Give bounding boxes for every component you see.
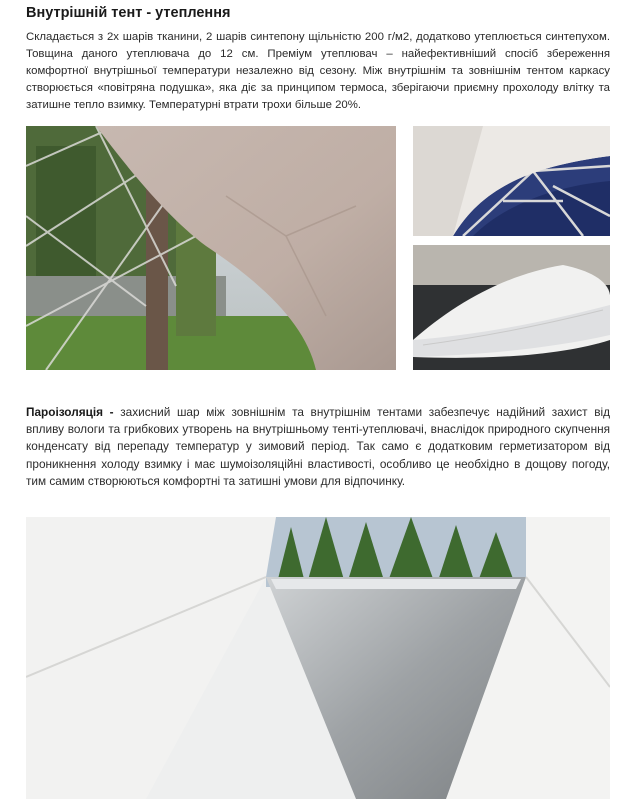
inner-tent-description: Складається з 2х шарів тканини, 2 шарів синтепону щільністю 200 г/м2, додатково утеплюється синтепухом. Товщина даного утеплювача до 12 см. Преміум утеплювач – найефективніший спосіб збереження комфортної внутрішньої температури незалежно від сезону. Між внутрішнім та зовнішнім тентом каркасу створюється «повітряна подушка», яка діє за принципом термоса, зберігаючи приємну прохолоду влітку та затишне тепло взимку. Температурні втрати трохи більше 20%.	[26, 31, 610, 111]
dome-inner-tent-photo	[26, 126, 396, 370]
vapor-barrier-term: Пароізоляція -	[26, 405, 114, 419]
dome-window-interior-photo	[413, 126, 610, 236]
section-title-inner-tent: Внутрішній тент - утеплення	[26, 5, 231, 21]
vapor-barrier-photo	[26, 517, 610, 799]
vapor-barrier-text: захисний шар між зовнішнім та внутрішнім тентами забезпечує надійний захист від впливу вологи та грибкових утворень на внутрішньому тенті-утеплювачі, внаслідок природного скупчення конденсату від перепаду температур у зимовий період. Так само є додатковим герметизатором від проникнення холоду взимку і має шумоізоляційні властивості, особливо це необхідно в дощову погоду, тим самим створюються комфортні та затишні умови для відпочинку.	[26, 405, 610, 488]
vapor-barrier-description	[26, 404, 610, 490]
insulation-sample-photo	[413, 245, 610, 370]
